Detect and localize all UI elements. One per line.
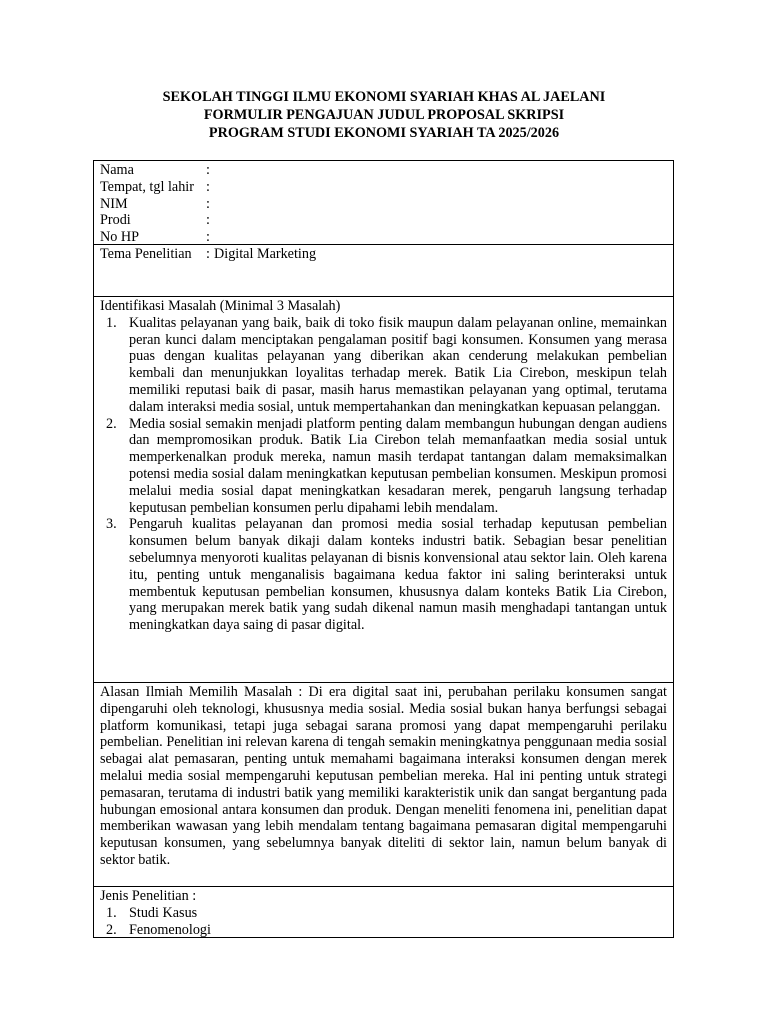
field-colon: : <box>206 162 210 178</box>
field-label: NIM <box>100 195 128 212</box>
field-colon: : <box>206 229 210 246</box>
problem-identification-section <box>94 297 673 683</box>
program-title: PROGRAM STUDI EKONOMI SYARIAH TA 2025/2026 <box>208 125 560 141</box>
item-text: Media sosial semakin menjadi platform penting dalam membangun hubungan dengan audiens dan mempromosikan produk. Batik Lia Cirebon telah memanfaatkan media sosial untuk memperkenalkan produk mereka, namun masih terdapat tantangan dalam memaksimalkan potensi media sosial dalam meningkatkan keputusan pembelian konsumen. Meskipun promosi melalui media sosial dapat meningkatkan kesadaran merek, pengaruh langsung terhadap keputusan pembelian konsumen perlu dipahami lebih mendalam. <box>129 415 667 516</box>
field-prodi <box>100 212 667 229</box>
item-number: 3. <box>106 516 117 533</box>
field-label: Tempat, tgl lahir <box>100 178 194 195</box>
problem-section-title: Identifikasi Masalah (Minimal 3 Masalah) <box>100 298 341 314</box>
field-nim <box>100 196 667 213</box>
institution-name: SEKOLAH TINGGI ILMU EKONOMI SYARIAH KHAS AL JAELANI <box>162 89 606 105</box>
scientific-reason-section <box>94 683 673 887</box>
field-label: Nama <box>100 162 134 178</box>
field-colon: : <box>206 178 210 195</box>
field-colon: : <box>206 246 210 262</box>
document-header <box>0 88 768 142</box>
list-item <box>100 516 667 634</box>
item-text: Fenomenologi <box>129 921 211 938</box>
reason-text: Alasan Ilmiah Memilih Masalah : Di era digital saat ini, perubahan perilaku konsumen sangat dipengaruhi oleh teknologi, khususnya media sosial. Media sosial bukan hanya berfungsi sebagai platform komunikasi, tetapi juga sebagai sarana promosi yang dapat mempengaruhi perilaku pembelian. Penelitian ini relevan karena di tengah semakin meningkatnya penggunaan media sosial sebagai alat pemasaran, penting untuk memahami bagaimana interaksi konsumen dengan merek melalui media sosial mempengaruhi keputusan pembelian mereka. Hal ini penting untuk strategi pemasaran, terutama di industri batik yang memiliki karakteristik unik dan sangat bergantung pada hubungan emosional antara konsumen dan produk. Dengan meneliti fenomena ini, penelitian dapat memberikan wawasan yang lebih mendalam tentang bagaimana pemasaran digital mempengaruhi keputusan konsumen, yang sebelumnya banyak diteliti di sektor lain, namun belum banyak di sektor batik. <box>100 684 667 868</box>
proposal-form <box>93 160 674 938</box>
problem-list <box>100 315 667 634</box>
research-type-list <box>100 905 667 939</box>
field-nama <box>100 162 667 179</box>
field-label: No HP <box>100 229 140 246</box>
field-label: Prodi <box>100 212 131 229</box>
identity-section <box>94 161 673 245</box>
item-number: 1. <box>106 904 117 921</box>
field-colon: : <box>206 212 210 229</box>
field-label: Tema Penelitian <box>100 246 192 262</box>
field-tempat-tgl-lahir <box>100 179 667 196</box>
item-number: 2. <box>106 415 117 432</box>
item-text: Studi Kasus <box>129 904 198 921</box>
form-title: FORMULIR PENGAJUAN JUDUL PROPOSAL SKRIPSI <box>203 107 565 123</box>
theme-section <box>94 245 673 297</box>
item-text: Pengaruh kualitas pelayanan dan promosi media sosial terhadap keputusan pembelian konsumen belum banyak dikaji dalam konteks industri batik. Sebagian besar penelitian sebelumnya menyoroti kualitas pelayanan di bisnis konvensional atau sektor lain. Oleh karena itu, penting untuk menganalisis bagaimana kedua faktor ini saling berinteraksi untuk membentuk keputusan pembelian konsumen, khususnya dalam konteks Batik Lia Cirebon, yang merupakan merek batik yang sudah dikenal namun masih menghadapi tantangan untuk meningkatkan daya saing di pasar digital. <box>129 516 667 634</box>
field-no-hp <box>100 229 667 246</box>
field-tema-penelitian <box>100 246 667 263</box>
item-number: 2. <box>106 921 117 938</box>
theme-value[interactable]: Digital Marketing <box>214 246 317 262</box>
list-item <box>100 416 667 517</box>
item-number: 1. <box>106 314 117 331</box>
research-type-section <box>94 887 673 937</box>
list-item <box>100 905 667 922</box>
research-type-title: Jenis Penelitian : <box>100 888 197 904</box>
field-colon: : <box>206 195 210 212</box>
item-text: Kualitas pelayanan yang baik, baik di toko fisik maupun dalam pelayanan online, memainkan peran kunci dalam menciptakan pengalaman positif bagi konsumen. Konsumen yang merasa puas dengan kualitas pelayanan yang diberikan akan cenderung melakukan pembelian kembali dan menunjukkan loyalitas terhadap merek. Batik Lia Cirebon, meskipun telah memiliki reputasi baik di pasar, masih harus memastikan pelayanan yang optimal, terutama dalam interaksi media sosial, untuk mempertahankan dan meningkatkan kepuasan pelanggan. <box>129 314 667 415</box>
list-item <box>100 315 667 416</box>
list-item <box>100 922 667 939</box>
